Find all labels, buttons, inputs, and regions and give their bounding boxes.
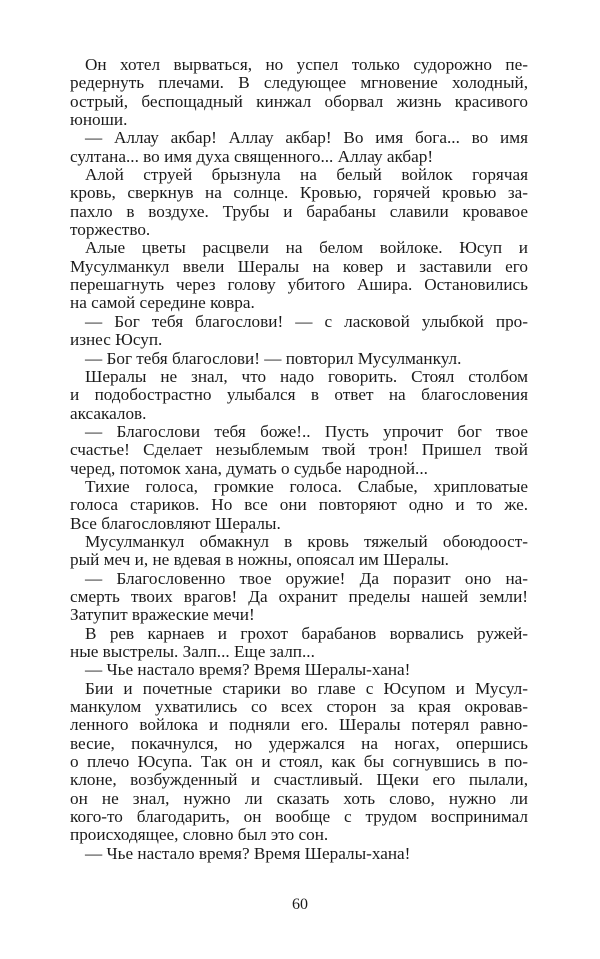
text-line: счастье! Сделает незыблемым твой трон! Пришел твой: [70, 440, 528, 460]
paragraph: [70, 478, 528, 533]
text-line: Мусулманкул ввели Шералы на ковер и заставили его: [70, 256, 528, 276]
text-line: о плечо Юсупа. Так он и стоял, как бы согнувшись в по-: [70, 752, 528, 772]
text-line: Алые цветы расцвели на белом войлоке. Юсуп и: [85, 238, 528, 258]
paragraph: [70, 680, 528, 845]
text-line: Тихие голоса, громкие голоса. Слабые, хрипловатые: [85, 476, 528, 496]
text-line: — Чье настало время? Время Шералы-хана!: [85, 843, 411, 863]
text-line: голоса стариков. Но все они повторяют одно и то же.: [70, 495, 528, 515]
paragraph: [70, 129, 528, 166]
paragraph: [70, 350, 528, 368]
text-line: — Аллау акбар! Аллау акбар! Во имя бога... во имя: [85, 128, 528, 148]
text-line: клоне, возбужденный и счастливый. Щеки его пылали,: [70, 770, 528, 790]
page-number: 60: [292, 896, 308, 913]
text-line: происходящее, словно был это сон.: [70, 825, 329, 845]
paragraph: [70, 239, 528, 312]
page-body: [70, 56, 528, 863]
text-line: кого-то благодарить, он вообще с трудом воспринимал: [70, 807, 528, 827]
paragraph: [70, 533, 528, 570]
text-line: Затупит вражеские мечи!: [70, 605, 255, 625]
paragraph: [70, 166, 528, 239]
paragraph: [70, 56, 528, 129]
text-line: пахло в воздухе. Трубы и барабаны славили кровавое: [70, 201, 528, 221]
text-line: — Бог тебя благослови! — повторил Мусулманкул.: [85, 348, 462, 368]
text-line: редернуть плечами. В следующее мгновение холодный,: [70, 73, 528, 93]
text-line: смерть твоих врагов! Да охранит пределы нашей земли!: [70, 586, 528, 606]
text-line: Бии и почетные старики во главе с Юсупом и Мусул-: [85, 678, 528, 698]
paragraph: [70, 368, 528, 423]
text-line: Алой струей брызнула на белый войлок горячая: [85, 165, 528, 185]
text-line: ленного войлока и подняли его. Шералы потерял равно-: [70, 715, 528, 735]
paragraph: [70, 625, 528, 662]
text-line: черед, потомок хана, думать о судьбе народной...: [70, 458, 428, 478]
text-line: Мусулманкул обмакнул в кровь тяжелый обоюдоост-: [85, 531, 528, 551]
text-line: кровь, сверкнув на солнце. Кровью, горячей кровью за-: [70, 183, 528, 203]
text-line: на самой середине ковра.: [70, 293, 255, 313]
paragraph: [70, 313, 528, 350]
text-line: В рев карнаев и грохот барабанов ворвались ружей-: [85, 623, 528, 643]
paragraph: [70, 570, 528, 625]
text-line: и подобострастно улыбался в ответ на благословения: [70, 385, 528, 405]
text-line: торжество.: [70, 220, 151, 240]
text-line: ные выстрелы. Залп... Еще залп...: [70, 642, 315, 661]
text-line: султана... во имя духа священного... Аллау акбар!: [70, 146, 434, 166]
text-line: изнес Юсуп.: [70, 330, 163, 350]
text-line: Все благословляют Шералы.: [70, 513, 281, 533]
paragraph: [70, 661, 528, 679]
text-line: острый, беспощадный кинжал оборвал жизнь красивого: [70, 91, 528, 111]
text-line: — Чье настало время? Время Шералы-хана!: [85, 660, 411, 680]
text-line: Шералы не знал, что надо говорить. Стоял столбом: [85, 366, 528, 386]
text-line: манкулом ухватились со всех сторон за края окровав-: [70, 697, 528, 717]
text-line: рый меч и, не вдевая в ножны, опоясал им Шералы.: [70, 550, 449, 570]
paragraph: [70, 423, 528, 478]
text-line: перешагнуть через голову убитого Ашира. Остановились: [70, 275, 528, 295]
text-line: он не знал, нужно ли сказать хоть слово, нужно ли: [70, 788, 528, 808]
text-line: аксакалов.: [70, 403, 147, 423]
paragraph: [70, 845, 528, 863]
text-line: весие, покачнулся, но удержался на ногах, опершись: [70, 733, 528, 753]
text-line: — Благослови тебя боже!.. Пусть упрочит бог твое: [85, 421, 528, 441]
text-line: юноши.: [70, 110, 128, 130]
text-line: — Благословенно твое оружие! Да поразит оно на-: [85, 568, 528, 588]
text-line: Он хотел вырваться, но успел только судорожно пе-: [85, 55, 528, 74]
text-line: — Бог тебя благослови! — с ласковой улыбкой про-: [85, 311, 528, 331]
